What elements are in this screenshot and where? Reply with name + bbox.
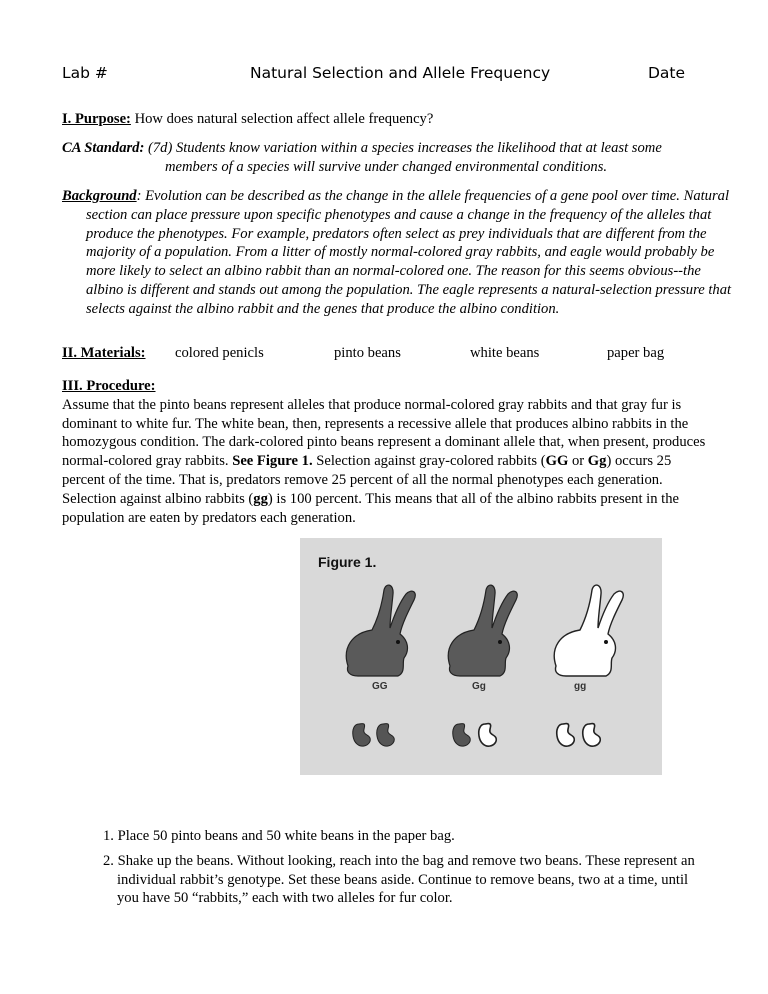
materials-section: [62, 345, 712, 365]
genotype-gg: gg: [253, 490, 268, 507]
standard-section: [62, 139, 710, 177]
procedure-steps: [103, 827, 703, 914]
genotype-Gg: Gg: [587, 453, 607, 470]
page-header: [62, 64, 685, 88]
procedure-text: ) occurs 25 percent of the time. That is, predators remove 25 percent of all the normal phenotypes each generation. Selection against albino rabbits (: [62, 453, 672, 507]
materials-label: II. Materials:: [62, 345, 146, 361]
genotype-label: GG: [372, 681, 388, 692]
purpose-text: How does natural selection affect allele frequency?: [134, 111, 434, 127]
background-section: [62, 187, 734, 319]
standard-line2: members of a species will survive under changed environmental conditions.: [165, 158, 608, 175]
material-item: pinto beans: [334, 345, 401, 361]
procedure-section: [62, 377, 710, 527]
list-item: 2. Shake up the beans. Without looking, reach into the bag and remove two beans. These represent an individual rabbit’s genotype. Set these beans aside. Continue to remove beans, two at a time, until you have 50 “rabbits,” each with two alleles for fur color.: [103, 852, 695, 907]
figure-illustration: [300, 538, 662, 775]
date-label: Date: [647, 64, 685, 82]
procedure-text: ) is 100 percent. This means that all of the albino rabbits present in the population are eaten by predators each generation.: [62, 490, 679, 526]
procedure-label: III. Procedure:: [62, 378, 156, 394]
background-label: Background: [62, 188, 137, 204]
background-text: : Evolution can be described as the change in the allele frequencies of a gene pool over time. Natural section can place pressure upon specific phenotypes and cause a change in the frequency of the alleles that produce the phenotypes. For example, predators often select as prey individuals that are different from the majority of a population. From a litter of mostly normal-colored gray rabbits, and eagle would probably be more likely to select an albino rabbit than an normal-colored one. The reason for this seems obvious--the albino is different and stands out among the population. The eagle represents a natural-selection pressure that selects against the albino rabbit and the genes that produce the albino condition.: [86, 188, 732, 317]
procedure-text: Assume that the pinto beans represent alleles that produce normal-colored gray rabbits and that gray fur is dominant to white fur. The white bean, then, represents a recessive allele that produces albino rabbits in the homozygous condition. The dark-colored pinto beans represent a dominant allele that, when present, produces normal-colored gray rabbits.: [62, 396, 706, 470]
lab-number: Lab #: [62, 64, 108, 82]
procedure-text: or: [568, 453, 588, 470]
material-item: white beans: [470, 345, 540, 361]
genotype-GG: GG: [545, 453, 569, 470]
genotype-label: gg: [574, 681, 587, 692]
procedure-paragraph: [62, 396, 710, 528]
procedure-text: Selection against gray-colored rabbits (: [312, 453, 546, 470]
genotype-label: Gg: [472, 681, 486, 692]
purpose-section: [62, 110, 710, 129]
figure-title: Figure 1.: [318, 554, 377, 570]
see-figure-ref: See Figure 1.: [232, 453, 313, 470]
figure-1: [300, 538, 662, 775]
list-item: 1. Place 50 pinto beans and 50 white beans in the paper bag.: [103, 828, 455, 844]
standard-line1: (7d) Students know variation within a species increases the likelihood that at least some: [147, 140, 662, 156]
standard-label: CA Standard:: [62, 140, 145, 156]
material-item: paper bag: [607, 345, 665, 361]
page-title: Natural Selection and Allele Frequency: [250, 64, 551, 82]
material-item: colored penicls: [175, 345, 264, 361]
purpose-label: I. Purpose:: [62, 111, 131, 127]
